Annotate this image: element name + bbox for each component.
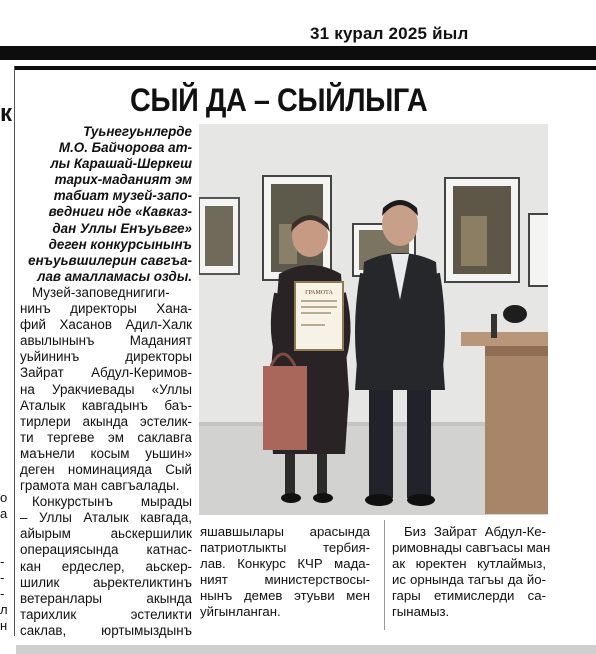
lead-line: деген конкурсынынъ: [48, 236, 192, 252]
body-line: кан ердеслер, аьскер-: [20, 558, 192, 574]
edge-fragment: а: [0, 506, 8, 521]
edge-fragment: -: [0, 554, 5, 569]
article-body: [392, 524, 551, 620]
body-line: ният министерствосы-: [200, 572, 370, 587]
edge-fragment: -: [0, 586, 5, 601]
previous-article-fragment: к: [0, 100, 13, 127]
body-line: маънели косым уьшин»: [20, 445, 192, 461]
article-column-1: [20, 124, 192, 639]
body-line: саклав, юртымыздынъ: [20, 622, 192, 638]
header-rule-thick: [0, 46, 596, 60]
edge-fragment: о: [0, 490, 8, 505]
body-line: ти тергеве эм саклавга: [20, 429, 192, 445]
lead-line: М.О. Байчорова ат-: [58, 140, 192, 156]
body-line: деген номинацияда Сый: [20, 461, 192, 477]
body-line: нинъ директоры Хана-: [20, 301, 192, 317]
body-line: Аталык кавгадынъ баъ-: [20, 397, 192, 413]
lead-line: енъуьвшилерин савгъа-: [28, 252, 192, 268]
bag: [263, 354, 307, 450]
article-body: [20, 285, 192, 639]
article-column-2: [200, 524, 370, 620]
body-line: Зайрат Абдул-Керимов-: [20, 365, 192, 381]
body-line: Конкурстынъ мырады: [32, 494, 192, 510]
painting-frame: [445, 178, 519, 282]
body-line: айырым аьскершилик: [20, 526, 192, 542]
certificate: [295, 282, 343, 350]
lead-line: дан Уллы Енъуьвге»: [52, 220, 192, 236]
article-headline: СЫЙ ДА – СЫЙЛЫГА: [130, 82, 428, 118]
edge-fragment: -: [0, 570, 5, 585]
body-line: операциясында катнас-: [20, 542, 192, 558]
edge-fragment: н: [0, 618, 8, 633]
painting-frame: [199, 198, 239, 274]
body-line: шилик аьректеликтинъ: [20, 574, 192, 590]
footer-rule: [16, 645, 596, 654]
body-line: Биз Зайрат Абдул-Ке-: [404, 524, 546, 539]
column-separator: [384, 520, 385, 630]
article-lead: [20, 124, 192, 285]
certificate-title: ГРАМОТА: [305, 290, 333, 296]
photo-illustration: [199, 124, 548, 515]
article-body: [200, 524, 370, 620]
body-line: – Уллы Аталык кавгада,: [20, 510, 192, 526]
body-line: тарихлик эстеликти: [20, 606, 192, 622]
body-line: ис орнында тагъы да йо-: [392, 572, 546, 587]
article-column-3: [392, 524, 551, 620]
body-line: гынамыз.: [392, 604, 450, 619]
column-divider: [14, 66, 15, 636]
lead-line: ведниги нде «Кавказ-: [48, 204, 192, 220]
body-line: авылынынъ Маданият: [20, 333, 192, 349]
lead-line: тарих-маданият эм: [54, 172, 192, 188]
lead-line: табиат музей-запо-: [53, 188, 192, 204]
body-line: гары етимислерди са-: [392, 588, 546, 603]
body-line: фий Хасанов Адил-Халк: [20, 317, 192, 333]
body-line: тирлери акында эстелик-: [20, 413, 192, 429]
body-line: уьйининъ директоры: [20, 349, 192, 365]
body-line: римовнады савгъасы ман: [392, 540, 551, 555]
edge-fragment: л: [0, 602, 8, 617]
article-photo: [199, 124, 548, 515]
lead-line: лы Карашай-Шеркеш: [50, 156, 192, 172]
issue-date: 31 курал 2025 йыл: [310, 24, 469, 43]
body-line: на Уракчиевады «Уллы: [20, 381, 192, 397]
body-line: яшавшылары арасында: [200, 524, 370, 539]
body-line: грамота ман савгъалады.: [20, 478, 180, 494]
body-line: уйгынланган.: [200, 604, 281, 619]
body-line: нынъ демев этуьви мен: [200, 588, 370, 603]
body-line: ак юректен кутлаймыз,: [392, 556, 546, 571]
lead-line: Туьнегуьнлерде: [83, 124, 192, 139]
lead-line: лав амалламасы озды.: [37, 268, 192, 284]
header-rule-thin: [14, 66, 596, 70]
painting-frame: [529, 214, 548, 286]
body-line: ветеранлары акында: [20, 590, 192, 606]
body-line: патриотлыкты тербия-: [200, 540, 370, 555]
body-line: лав. Конкурс КЧР мада-: [200, 556, 370, 571]
body-line: Музей-заповеднигиги-: [32, 284, 170, 300]
